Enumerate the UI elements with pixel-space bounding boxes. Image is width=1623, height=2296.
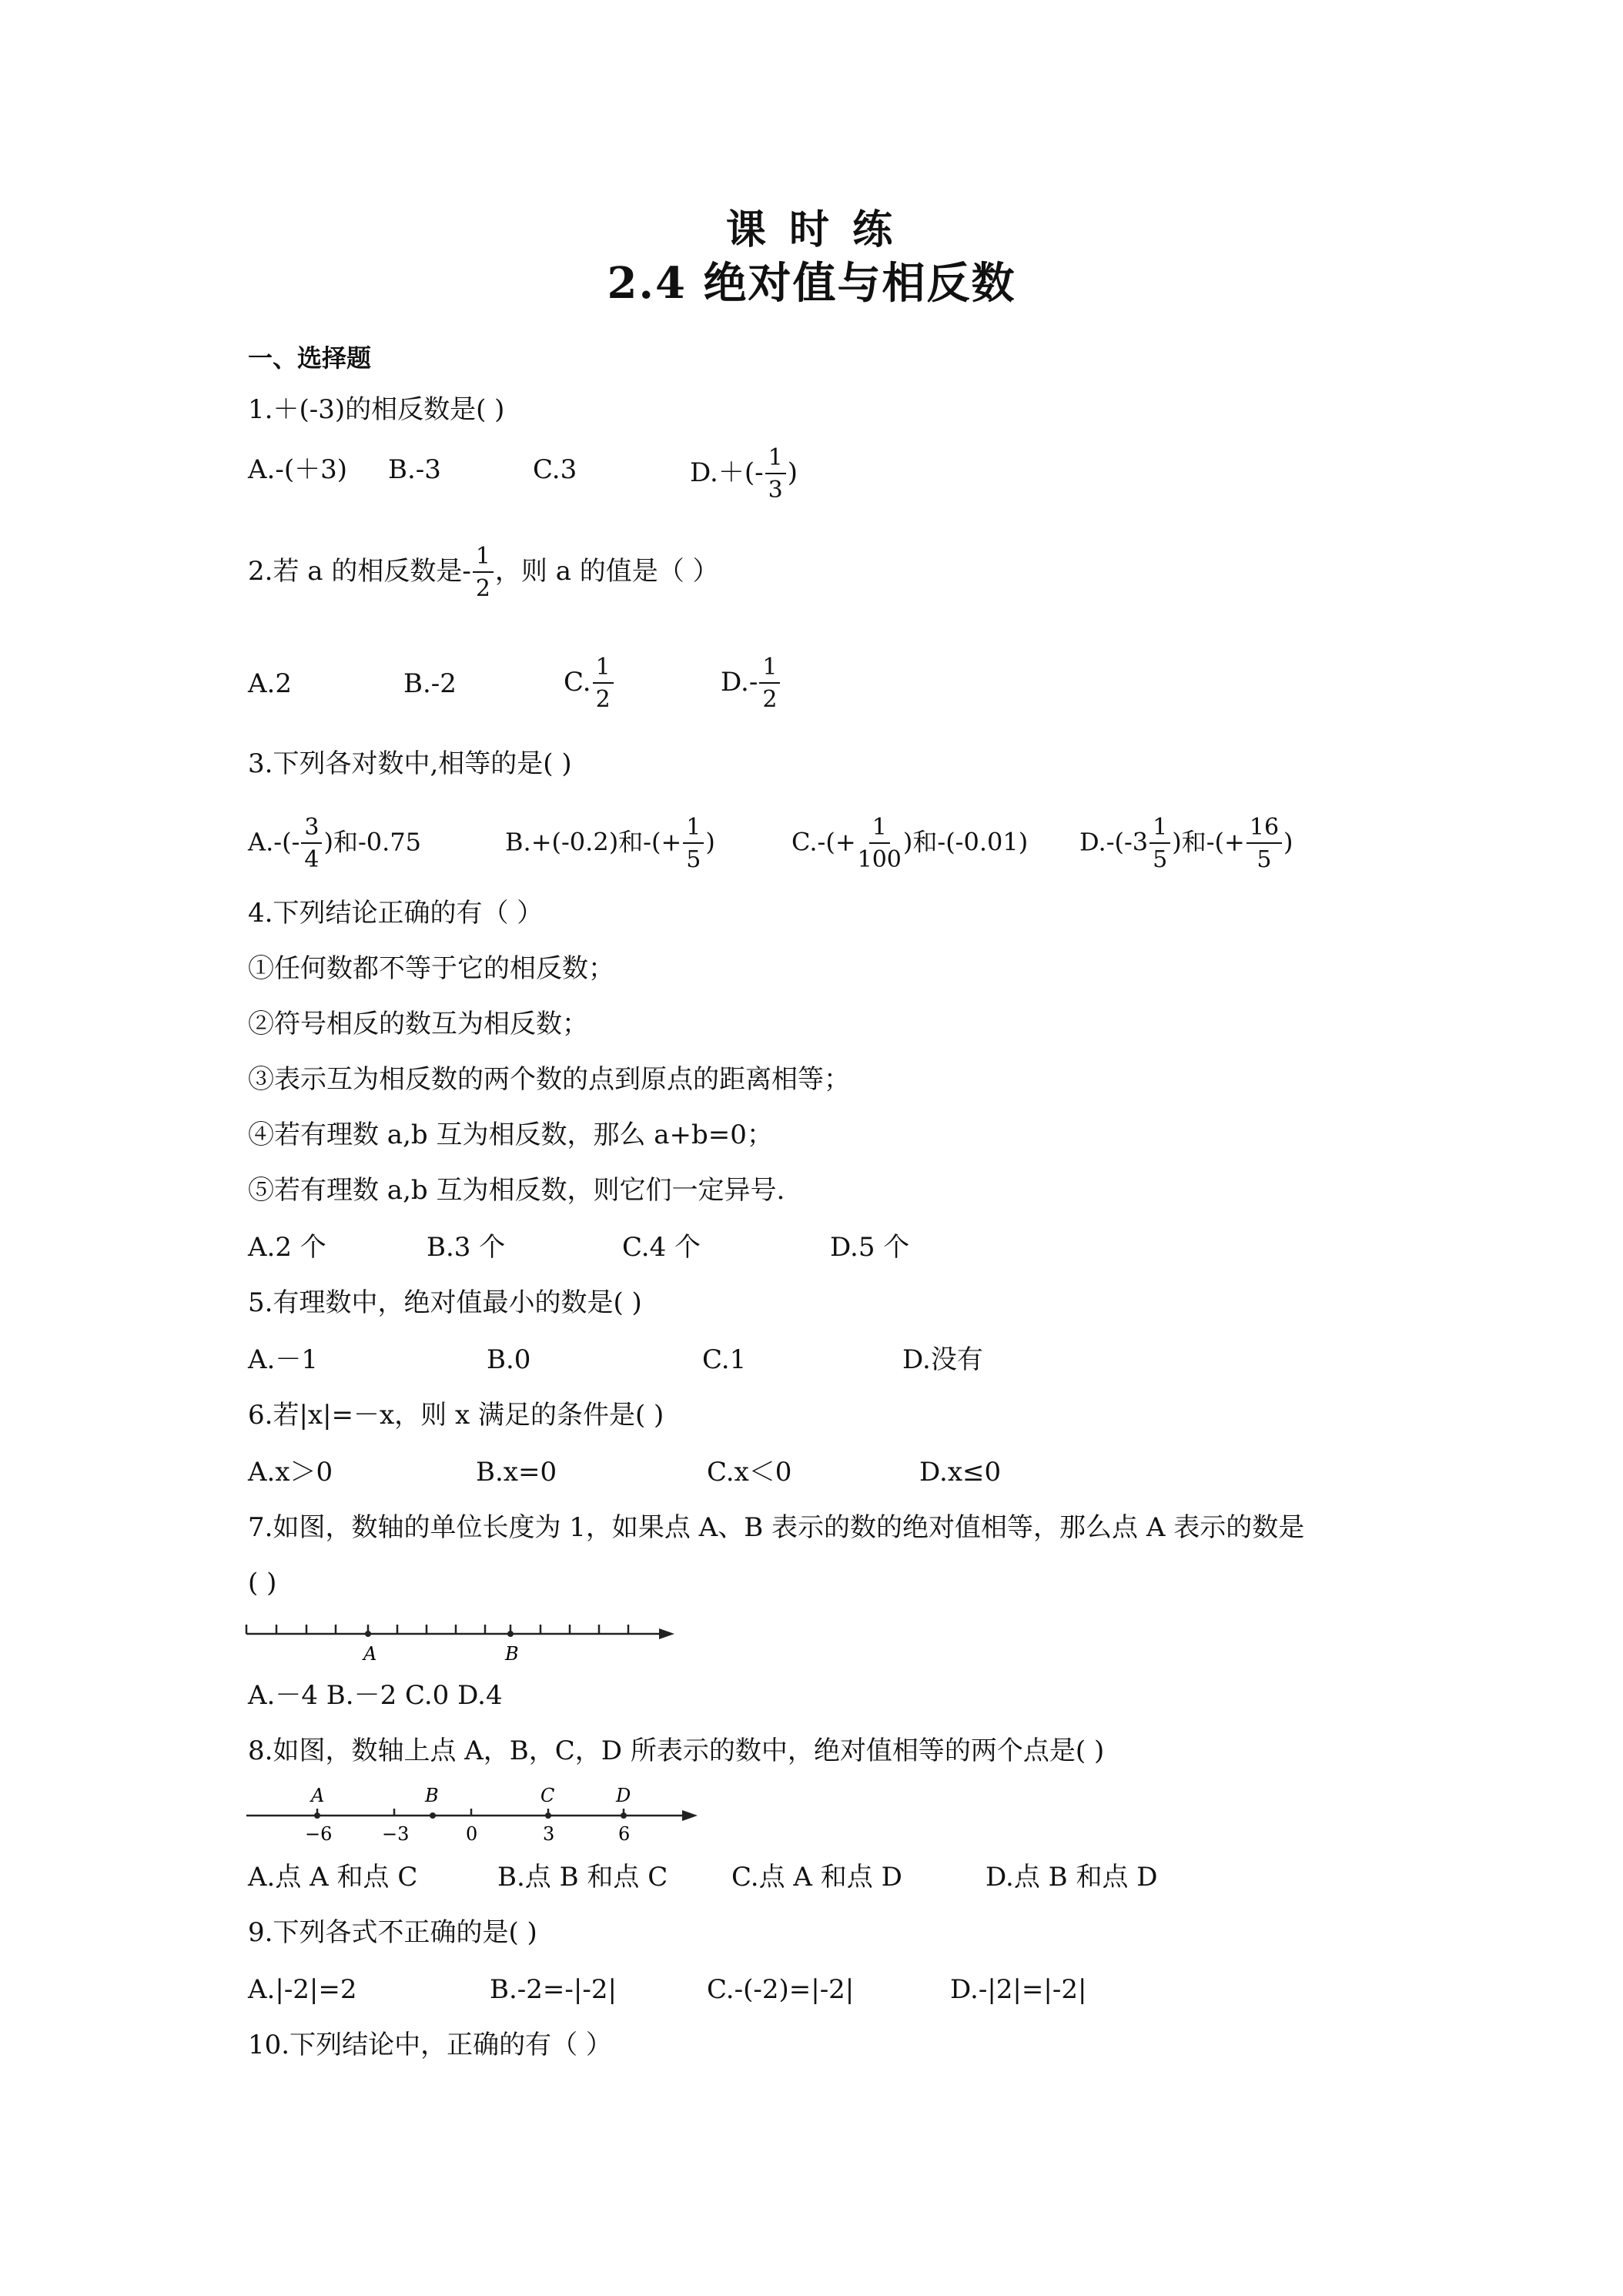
q1-option-d: D.＋(- $\frac{1}{3}$ ) (690, 444, 798, 504)
fraction: $\frac{1}{2}$ (473, 545, 494, 601)
q4-option-c: C.4 个 (622, 1232, 701, 1263)
q10-stem: 10.下列结论中，正确的有（ ） (248, 2030, 612, 2060)
point-a-dot (365, 1631, 371, 1637)
section-heading: 一、选择题 (248, 343, 372, 373)
fraction: $\frac{1}{3}$ (765, 447, 786, 502)
point-a-label: A (311, 1785, 325, 1806)
q5-stem: 5.有理数中，绝对值最小的数是( ) (248, 1287, 642, 1318)
q5-option-b: B.0 (487, 1344, 531, 1375)
tick-label: −6 (305, 1823, 333, 1845)
fraction: $\frac{1}{2}$ (593, 656, 614, 711)
fraction: $\frac{1}{2}$ (759, 656, 780, 711)
q3-option-b: B.+(-0.2)和-(+ $\frac{1}{5}$ ) (505, 814, 715, 873)
q6-option-b: B.x=0 (476, 1457, 557, 1488)
q1-option-a: A.-(＋3) (248, 454, 348, 485)
q4-option-d: D.5 个 (830, 1232, 910, 1263)
point-a-dot (314, 1812, 320, 1819)
point-c-dot (545, 1812, 551, 1819)
tick-label: 3 (543, 1823, 555, 1845)
point-d-dot (621, 1812, 627, 1819)
q2-stem: 2.若 a 的相反数是- $\frac{1}{2}$ ，则 a 的值是（ ） (248, 543, 719, 602)
arrow-icon (659, 1628, 674, 1639)
fraction: $\frac{1}{5}$ (1149, 816, 1170, 872)
q9-option-b: B.-2=-|-2| (490, 1974, 617, 2005)
arrow-icon (682, 1810, 698, 1821)
fraction: $\frac{16}{5}$ (1247, 816, 1282, 872)
q6-option-a: A.x＞0 (248, 1457, 333, 1488)
q6-option-c: C.x＜0 (707, 1457, 792, 1488)
point-a-label: A (363, 1643, 377, 1665)
point-b-dot (430, 1812, 436, 1819)
q9-stem: 9.下列各式不正确的是( ) (248, 1917, 537, 1948)
tick-label: 6 (618, 1823, 631, 1845)
point-d-label: D (616, 1785, 631, 1806)
q8-option-a: A.点 A 和点 C (248, 1862, 418, 1893)
q4-statement-5: ⑤若有理数 a,b 互为相反数，则它们一定异号. (248, 1175, 785, 1206)
q6-option-d: D.x≤0 (919, 1457, 1002, 1488)
q1-option-b: B.-3 (388, 454, 441, 485)
point-b-dot (507, 1631, 514, 1637)
q8-option-b: B.点 B 和点 C (497, 1862, 668, 1893)
q2-option-b: B.-2 (403, 668, 457, 699)
q2-option-a: A.2 (248, 668, 292, 699)
point-b-label: B (505, 1643, 519, 1665)
q1-option-c: C.3 (533, 454, 577, 485)
worksheet-title: 课 时 练 (725, 206, 898, 253)
q2-option-d: D.- $\frac{1}{2}$ (721, 656, 781, 711)
q4-stem: 4.下列结论正确的有（ ） (248, 898, 544, 929)
fraction: $\frac{1}{100}$ (857, 814, 902, 873)
q4-statement-4: ④若有理数 a,b 互为相反数，那么 a+b=0； (248, 1120, 773, 1150)
tick-label: −3 (382, 1823, 410, 1845)
q8-option-d: D.点 B 和点 D (986, 1862, 1158, 1893)
q3-option-c: C.-(+ $\frac{1}{100}$ )和-(-0.01) (791, 814, 1029, 873)
fraction: $\frac{1}{5}$ (683, 816, 704, 872)
tick-label: 0 (466, 1823, 478, 1845)
point-b-label: B (425, 1785, 439, 1806)
q9-option-a: A.|-2|=2 (248, 1974, 357, 2005)
q3-option-a: A.-(- $\frac{3}{4}$ )和-0.75 (248, 814, 422, 873)
q5-option-c: C.1 (702, 1344, 747, 1375)
q4-statement-2: ②符号相反的数互为相反数； (248, 1009, 588, 1039)
q5-option-d: D.没有 (902, 1344, 983, 1375)
q4-option-a: A.2 个 (248, 1232, 326, 1263)
q9-option-c: C.-(-2)=|-2| (707, 1974, 855, 2005)
q8-stem: 8.如图，数轴上点 A，B，C，D 所表示的数中，绝对值相等的两个点是( ) (248, 1735, 1105, 1766)
fraction: $\frac{3}{4}$ (301, 816, 322, 872)
q7-stem: 7.如图，数轴的单位长度为 1，如果点 A、B 表示的数的绝对值相等，那么点 A 表示的数是 (248, 1512, 1305, 1543)
q2-option-c: C. $\frac{1}{2}$ (564, 656, 615, 711)
q7-options: A.－4 B.－2 C.0 D.4 (248, 1680, 503, 1711)
q4-option-b: B.3 个 (427, 1232, 506, 1263)
q7-number-line (243, 1620, 690, 1666)
q5-option-a: A.－1 (248, 1344, 318, 1375)
point-c-label: C (540, 1785, 555, 1806)
q4-statement-1: ①任何数都不等于它的相反数； (248, 953, 614, 984)
q6-stem: 6.若|x|=－x，则 x 满足的条件是( ) (248, 1400, 664, 1431)
q3-stem: 3.下列各对数中,相等的是( ) (248, 748, 572, 779)
lesson-title: 2.4 绝对值与相反数 (607, 258, 1016, 309)
q7-stem-brackets: ( ) (248, 1568, 277, 1598)
q8-option-c: C.点 A 和点 D (731, 1862, 902, 1893)
q8-number-line (243, 1783, 705, 1845)
q9-option-d: D.-|2|=|-2| (950, 1974, 1087, 2005)
q1-stem: 1.＋(-3)的相反数是( ) (248, 394, 505, 425)
q4-statement-3: ③表示互为相反数的两个数的点到原点的距离相等； (248, 1064, 850, 1095)
q3-option-d: D.-(-3 $\frac{1}{5}$ )和-(+ $\frac{16}{5}$ ) (1079, 814, 1293, 873)
